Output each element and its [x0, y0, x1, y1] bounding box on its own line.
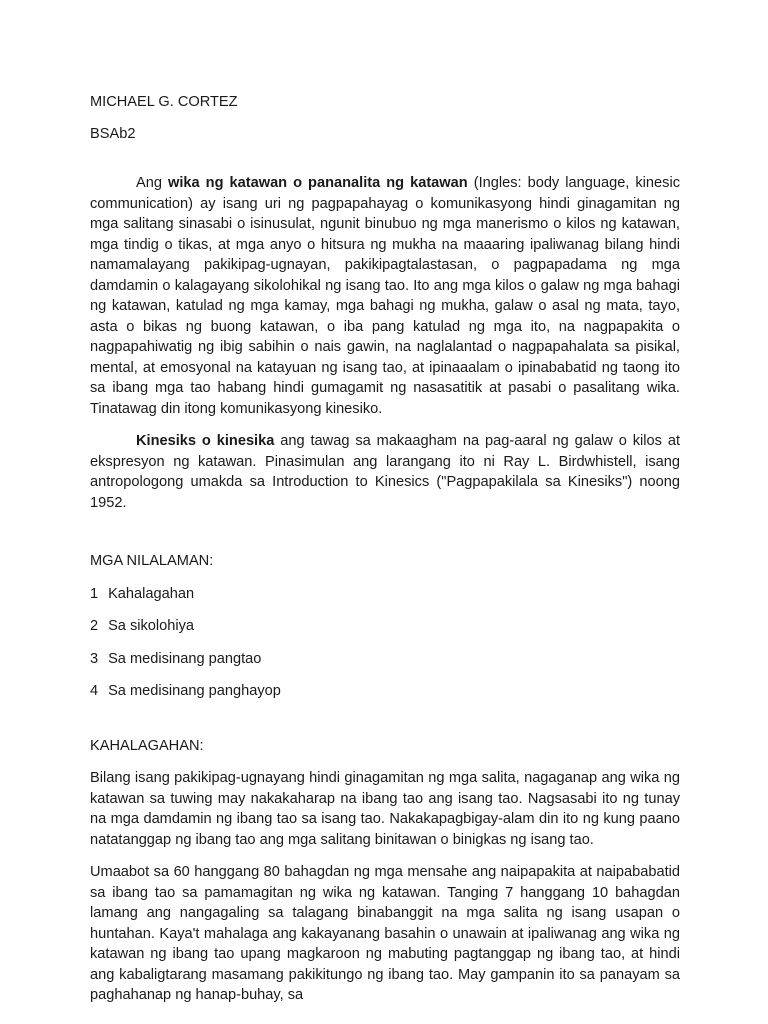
list-item-label: Kahalagahan — [108, 585, 195, 602]
list-item — [90, 616, 680, 637]
author-name: MICHAEL G. CORTEZ — [90, 94, 238, 110]
contents-list — [90, 584, 680, 702]
list-item-label: Sa medisinang panghayop — [108, 683, 281, 699]
intro-lead: Ang — [136, 175, 168, 191]
list-item-number: 1 — [90, 585, 99, 602]
list-item-number: 2 — [90, 618, 99, 634]
list-item-number: 3 — [90, 650, 99, 667]
kinesics-body: ang tawag sa makaagham na pag-aaral ng galaw o kilos at ekspresyon ng katawan. Pinasimulan ang larangang ito ni Ray L. Birdwhistell, isang antropologong umakda sa Introduction to Kinesics ("Pagpapakilala sa Kinesiks") noong 1952. — [90, 433, 680, 511]
intro-paragraph-1 — [90, 173, 680, 419]
list-item-label: Sa medisinang pangtao — [108, 650, 262, 667]
kinesics-term: Kinesiks o kinesika — [136, 433, 275, 449]
intro-paragraph-2 — [90, 431, 680, 513]
list-item-label: Sa sikolohiya — [108, 618, 195, 634]
intro-term: wika ng katawan o pananalita ng katawan — [168, 175, 468, 191]
contents-heading: MGA NILALAMAN: — [90, 553, 214, 569]
list-item — [90, 649, 680, 670]
section-paragraph-1: Bilang isang pakikipag-ugnayang hindi ginagamitan ng mga salita, nagaganap ang wika ng katawan sa tuwing may nakakaharap na ibang tao ang isang tao. Nagsasabi ito ng tunay na mga damdamin ng ibang tao sa isang tao. Nakakapagbigay-alam din ito ng kung paano natatanggap ng ibang tao ang mga salitang binitawan o binigkas ng isang tao. — [90, 770, 680, 848]
list-item — [90, 681, 680, 702]
list-item — [90, 584, 680, 605]
program-label: BSAb2 — [90, 125, 136, 142]
section-heading: KAHALAGAHAN: — [90, 737, 204, 754]
intro-body: (Ingles: body language, kinesic communication) ay isang uri ng pagpapahayag o komunikasyong hindi ginagamitan ng mga salitang sinasabi o isinusulat, ngunit binubuo ng mga manerismo o kilos ng katawan, mga tindig o tikas, at mga anyo o hitsura ng mukha na maaaring ipaliwanag bilang hindi namamalayang pakikipag-ugnayan, pakikipagtalastasan, o pagpapadama ng mga damdamin o kalagayang sikolohikal ng isang tao. Ito ang mga kilos o galaw ng mga bahagi ng katawan, katulad ng mga kamay, mga bahagi ng mukha, galaw o asal ng mata, tayo, asta o bikas ng buong katawan, o iba pang katulad ng mga ito, na nagpapakita o nagpapahiwatig ng ibig sabihin o nais gawin, na naglalantad o nagpapahalata sa pisikal, mental, at emosyonal na katayuan ng isang tao, at ipinaaalam o ipinababatid ng taong ito sa ibang mga tao habang hindi gumagamit ng nasasatitik at pasabi o pasalitang wika. Tinatawag din itong komunikasyong kinesiko. — [90, 175, 680, 417]
list-item-number: 4 — [90, 683, 99, 699]
section-paragraph-2: Umaabot sa 60 hanggang 80 bahagdan ng mga mensahe ang naipapakita at naipababatid sa ibang tao sa pamamagitan ng wika ng katawan. Tanging 7 hanggang 10 bahagdan lamang ang nangagaling sa talagang binabanggit na mga salita ng isang usapan o huntahan. Kaya't mahalaga ang kakayanang basahin o unawain at ipaliwanag ang wika ng katawan ng ibang tao upang magkaroon ng mabuting pagtanggap ng ibang tao, at hindi ang kabaligtarang masamang pakikitungo ng ibang tao. May gampanin ito sa panayam sa paghahanap ng hanap-buhay, sa — [90, 864, 680, 1003]
